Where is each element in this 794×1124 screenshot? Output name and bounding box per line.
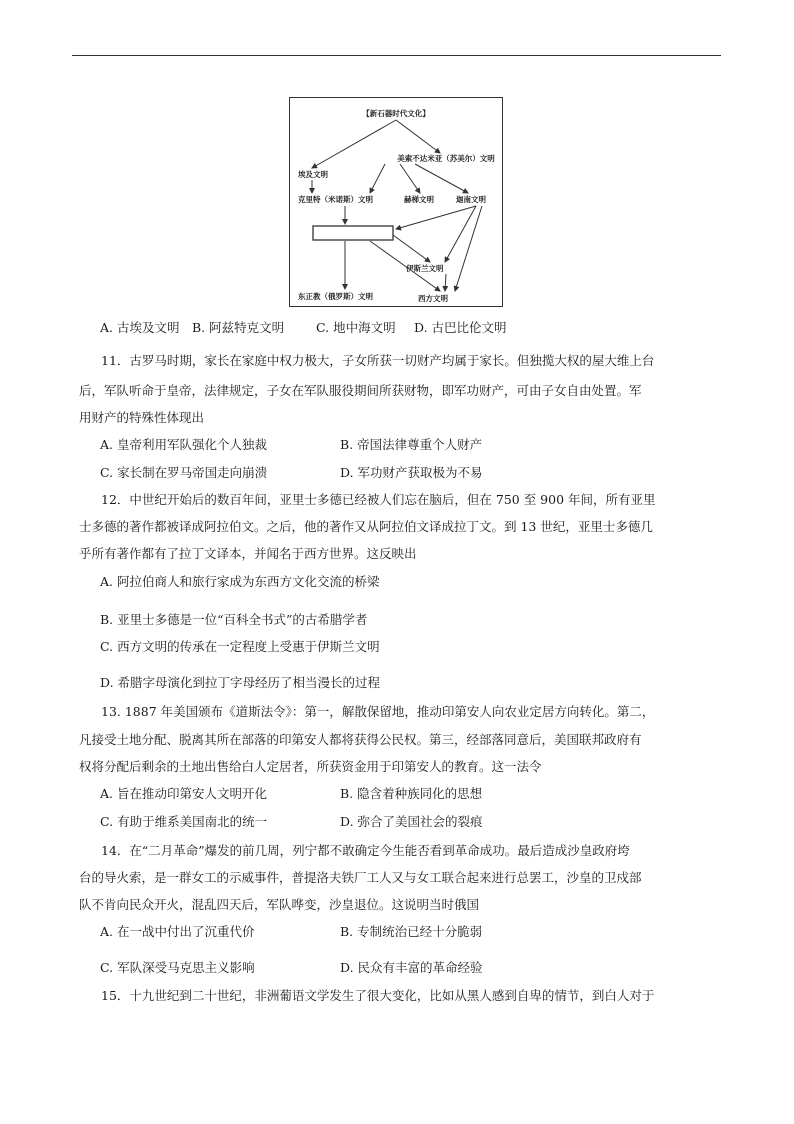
q14-option-b: B. 专制统治已经十分脆弱	[340, 924, 483, 939]
q15-line-1: 15．十九世纪到二十世纪，非洲葡语文学发生了很大变化，比如从黑人感到自卑的情节，到白人对于	[101, 988, 655, 1003]
diagram-svg	[290, 98, 502, 306]
civilization-diagram	[289, 97, 503, 307]
arrow-neolithic-mesopotamia	[396, 120, 440, 153]
q14-line-3: 队不肯向民众开火，混乱四天后，军队哗变，沙皇退位。这说明当时俄国	[79, 897, 480, 912]
diagram-node-islam: 伊斯兰文明	[406, 264, 444, 273]
arrow-meso-crete	[370, 164, 385, 193]
diagram-node-canaan: 迦南文明	[456, 195, 486, 204]
diagram-node-egypt: 埃及文明	[298, 170, 328, 179]
q14-line-2: 台的导火索，是一群女工的示威事件，普提洛夫铁厂工人又与女工联合起来进行总罢工，沙皇的卫戍部	[79, 870, 642, 885]
q12-option-a: A. 阿拉伯商人和旅行家成为东西方文化交流的桥梁	[100, 574, 380, 589]
diagram-blank-box	[313, 226, 393, 240]
q14-option-a: A. 在一战中付出了沉重代价	[100, 924, 255, 939]
q11-line-1: 11．古罗马时期，家长在家庭中权力极大，子女所获一切财产均属于家长。但独揽大权的屋大维上台	[101, 353, 655, 368]
header-rule	[72, 55, 721, 56]
q14-option-c: C. 军队深受马克思主义影响	[100, 960, 255, 975]
diagram-node-mesopotamia: 美索不达米亚（苏美尔）文明	[397, 154, 495, 163]
q13-option-d: D. 弥合了美国社会的裂痕	[340, 814, 483, 829]
diagram-node-crete: 克里特（米诺斯）文明	[298, 195, 373, 204]
arrow-canaan-box	[396, 206, 476, 229]
q12-line-3: 乎所有著作都有了拉丁文译本，并闻名于西方世界。这反映出	[79, 546, 417, 561]
q13-option-c: C. 有助于维系美国南北的统一	[100, 814, 268, 829]
q14-option-d: D. 民众有丰富的革命经验	[340, 960, 483, 975]
diagram-node-western: 西方文明	[418, 294, 448, 303]
arrow-meso-hittite	[400, 164, 420, 193]
q13-line-2: 凡接受土地分配、脱离其所在部落的印第安人都将获得公民权。第三，经部落同意后，美国联邦政府有	[79, 732, 642, 747]
q10-option-c: C. 地中海文明	[316, 320, 396, 335]
q10-option-b: B. 阿兹特克文明	[192, 320, 285, 335]
q13-option-a: A. 旨在推动印第安人文明开化	[100, 786, 267, 801]
q10-option-d: D. 古巴比伦文明	[414, 320, 507, 335]
arrow-canaan-islam	[445, 206, 476, 262]
q12-option-c: C. 西方文明的传承在一定程度上受惠于伊斯兰文明	[100, 639, 380, 654]
diagram-node-orthodox: 东正教（俄罗斯）文明	[298, 292, 373, 301]
arrow-neolithic-egypt	[312, 120, 396, 168]
q11-option-b: B. 帝国法律尊重个人财产	[340, 437, 483, 452]
q13-line-3: 权将分配后剩余的土地出售给白人定居者，所获资金用于印第安人的教育。这一法令	[79, 759, 542, 774]
q11-option-c: C. 家长制在罗马帝国走向崩溃	[100, 465, 268, 480]
arrow-islam-western	[445, 274, 446, 291]
q14-line-1: 14．在“二月革命”爆发的前几周，列宁都不敢确定今生能否看到革命成功。最后造成沙皇政府垮	[101, 843, 630, 858]
diagram-node-hittite: 赫梯文明	[404, 195, 434, 204]
q12-option-d: D. 希腊字母演化到拉丁字母经历了相当漫长的过程	[100, 675, 381, 690]
q13-option-b: B. 隐含着种族同化的思想	[340, 786, 483, 801]
q10-option-a: A. 古埃及文明	[100, 320, 180, 335]
q13-line-1: 13. 1887 年美国颁布《道斯法令》：第一，解散保留地，推动印第安人向农业定居方向转化。第二，	[101, 704, 655, 719]
arrow-box-islam	[393, 235, 430, 262]
diagram-node-neolithic: 【新石器时代文化】	[362, 109, 430, 118]
arrow-meso-canaan	[415, 164, 468, 193]
q12-option-b: B. 亚里士多德是一位“百科全书式”的古希腊学者	[100, 612, 368, 627]
q11-line-3: 用财产的特殊性体现出	[79, 410, 205, 425]
q11-line-2: 后，军队听命于皇帝，法律规定，子女在军队服役期间所获财物，即军功财产，可由子女自由处置。军	[79, 383, 642, 398]
diagram-arrows	[312, 120, 482, 291]
q11-option-d: D. 军功财产获取极为不易	[340, 465, 483, 480]
q12-line-1: 12．中世纪开始后的数百年间，亚里士多德已经被人们忘在脑后，但在 750 至 900 年间，所有亚里	[101, 492, 656, 507]
q12-line-2: 士多德的著作都被译成阿拉伯文。之后，他的著作又从阿拉伯文译成拉丁文。到 13 世纪，亚里士多德几	[79, 519, 653, 534]
q11-option-a: A. 皇帝利用军队强化个人独裁	[100, 437, 267, 452]
